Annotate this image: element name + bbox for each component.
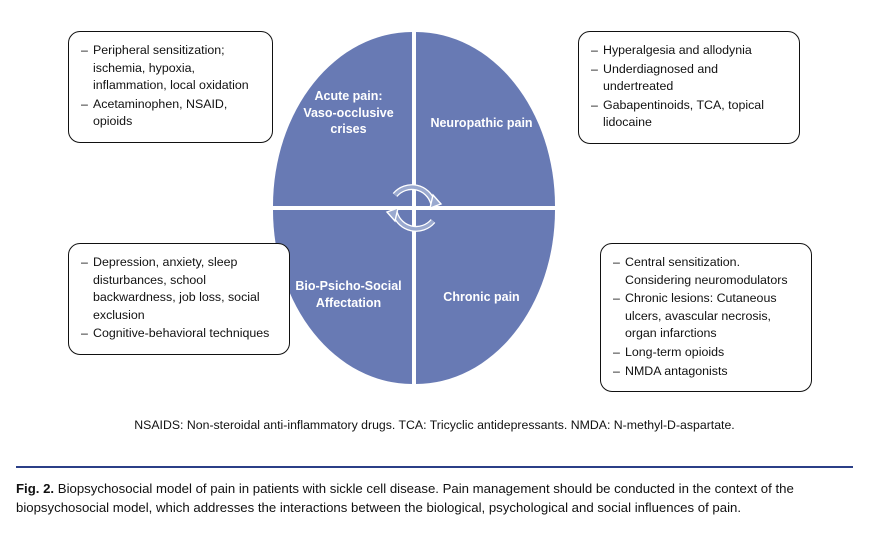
list-item: – Gabapentinoids, TCA, topical lidocaine <box>591 97 787 132</box>
figure-caption-label: Fig. 2. <box>16 481 55 496</box>
list-item: – Chronic lesions: Cutaneous ulcers, avascular necrosis, organ infarctions <box>613 290 799 343</box>
quadrant-wheel <box>273 32 555 384</box>
callout-top-left <box>68 31 273 143</box>
callout-bottom-left <box>68 243 290 355</box>
circular-arrows-icon <box>381 175 447 241</box>
abbreviations-footnote: NSAIDS: Non-steroidal anti-inflammatory drugs. TCA: Tricyclic antidepressants. NMDA: N-methyl-D-aspartate. <box>134 418 735 432</box>
list-item: – Underdiagnosed and undertreated <box>591 61 787 96</box>
callout-bottom-right <box>600 243 812 392</box>
list-item: – Cognitive-behavioral techniques <box>81 325 277 343</box>
list-item: – NMDA antagonists <box>613 363 799 381</box>
list-item: – Acetaminophen, NSAID, opioids <box>81 96 260 131</box>
quadrant-chronic-pain-label: Chronic pain <box>443 289 520 304</box>
list-item: – Long-term opioids <box>613 344 799 362</box>
callout-top-left-list <box>81 42 260 131</box>
caption-divider <box>16 466 853 468</box>
quadrant-bio-psycho-social-label: Bio-Psicho-Social Affectation <box>295 279 402 310</box>
callout-bottom-right-list <box>613 254 799 380</box>
callout-bottom-left-list <box>81 254 277 343</box>
callout-top-right-list <box>591 42 787 132</box>
list-item: – Depression, anxiety, sleep disturbances, school backwardness, job loss, social exclusion <box>81 254 277 324</box>
figure-caption <box>16 480 854 517</box>
quadrant-acute-pain-label: Acute pain: Vaso-occlusive crises <box>303 88 394 137</box>
list-item: – Peripheral sensitization; ischemia, hypoxia, inflammation, local oxidation <box>81 42 260 95</box>
quadrant-neuropathic-pain-label: Neuropathic pain <box>430 115 533 130</box>
list-item: – Central sensitization. Considering neuromodulators <box>613 254 799 289</box>
list-item: – Hyperalgesia and allodynia <box>591 42 787 60</box>
callout-top-right <box>578 31 800 144</box>
figure-caption-text: Biopsychosocial model of pain in patients with sickle cell disease. Pain management should be conducted in the context of the biopsychosocial model, which addresses the interactions between the biological, psychological and social influences of pain. <box>16 481 794 515</box>
